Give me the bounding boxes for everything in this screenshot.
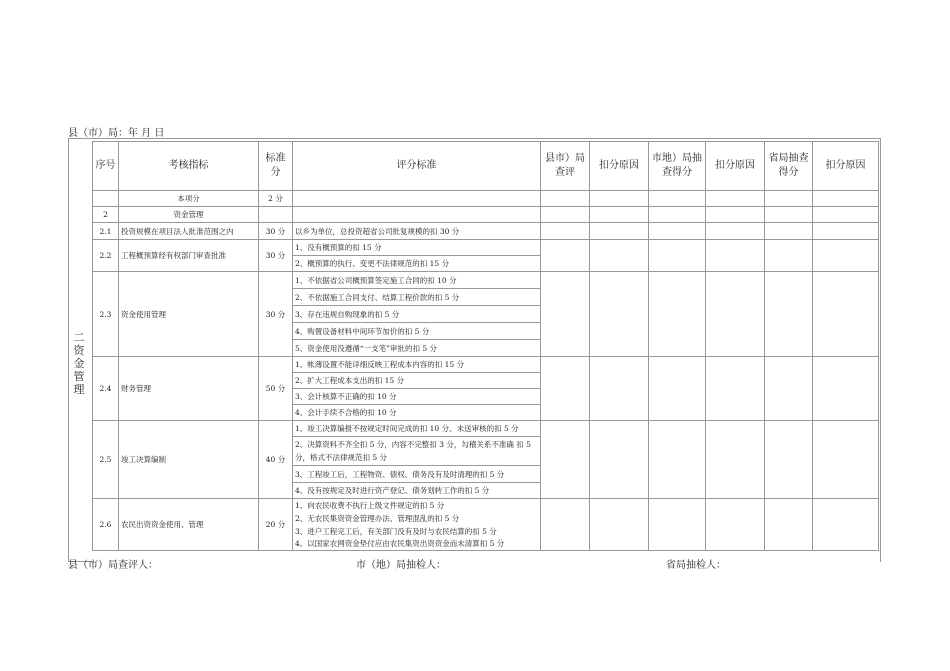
col-header: 考核指标	[119, 142, 259, 191]
criterion: 4、以国家农网资金垫付应由农民集资出资资金而未清算扣 5 分	[293, 538, 541, 551]
item-label: 财务管理	[119, 357, 259, 421]
item-score: 30 分	[259, 223, 293, 240]
item-score: 30 分	[259, 240, 293, 272]
criterion: 3、会计核算不正确的扣 10 分	[293, 389, 541, 405]
row-number: 2.4	[93, 357, 119, 421]
table-row	[93, 240, 879, 256]
province-inspector-label: 省局抽检人：	[666, 560, 726, 571]
criterion: 1、没有概预算的扣 15 分	[293, 240, 541, 256]
criterion: 5、资金使用没遵循“一支笔”审批的扣 5 分	[293, 340, 541, 357]
table-row	[93, 421, 879, 437]
item-label: 农民出资资金使用、管理	[119, 499, 259, 551]
row-number: 2.1	[93, 223, 119, 240]
criterion: 1、竣工决算编报不按规定时间完成的扣 10 分、未送审核的扣 5 分	[293, 421, 541, 437]
section-label: 资金管理	[119, 207, 259, 223]
criterion: 1、不依据省公司概预算签定施工合同的扣 10 分	[293, 272, 541, 289]
row-number: 2	[93, 207, 119, 223]
subtotal-score: 2 分	[259, 191, 293, 207]
county-date-line: 县（市）局：年 月 日	[68, 128, 165, 139]
col-header: 扣分原因	[706, 142, 765, 191]
criterion: 2、不依据施工合同支付、结算工程价款的扣 5 分	[293, 289, 541, 306]
criterion: 1、帐薄设置不能详细反映工程成本内容的扣 15 分	[293, 357, 541, 373]
table-row	[93, 357, 879, 373]
criterion: 4、购置设备材料中间环节加价的扣 5 分	[293, 323, 541, 340]
assessment-table	[92, 141, 879, 551]
col-header: 扣分原因	[590, 142, 649, 191]
row-number: 2.6	[93, 499, 119, 551]
col-header: 省局抽查得分	[765, 142, 813, 191]
table-row	[93, 207, 879, 223]
header-row	[93, 142, 879, 191]
table-row	[93, 499, 879, 512]
criterion: 2、概预算的执行、变更不法律规范的扣 15 分	[293, 256, 541, 272]
criterion: 1、向农民收费不执行上级文件规定的扣 5 分	[293, 499, 541, 512]
col-header: 县市）局查评	[541, 142, 590, 191]
item-label: 竣工决算编制	[119, 421, 259, 499]
criterion: 2、决算资料不齐全扣 5 分，内容不完整扣 3 分，勾稽关系不准确 扣 5 分，格式不法律规范扣 5 分	[293, 437, 541, 466]
col-header: 标准分	[259, 142, 293, 191]
criterion: 4、没有按规定及时进行资产登记、债务划转工作的扣 5 分	[293, 483, 541, 499]
criterion: 以乡为单位，总投资超省公司批复规模的扣 30 分	[293, 223, 541, 240]
col-header: 评分标准	[293, 142, 541, 191]
item-score: 40 分	[259, 421, 293, 499]
city-inspector-label: 市（地）局抽检人：	[356, 560, 446, 571]
criterion: 3、工程竣工后，工程物资、债权、债务没有及时清理的扣 5 分	[293, 466, 541, 483]
item-label: 资金使用管理	[119, 272, 259, 357]
table-row	[93, 272, 879, 289]
item-score: 30 分	[259, 272, 293, 357]
criterion: 3、存在违规自购现象的扣 5 分	[293, 306, 541, 323]
row-number: 2.2	[93, 240, 119, 272]
table-row	[93, 223, 879, 240]
subtotal-label: 本项分	[119, 191, 259, 207]
criterion: 2、扩大工程成本支出的扣 15 分	[293, 373, 541, 389]
col-header: 序号	[93, 142, 119, 191]
criterion: 3、进户工程完工后，有关部门没有及时与农民结算的扣 5 分	[293, 525, 541, 538]
row-number: 2.3	[93, 272, 119, 357]
criterion: 2、无农民集资资金管理办法、管理混乱的扣 5 分	[293, 512, 541, 525]
criterion: 4、会计手续不合格的扣 10 分	[293, 405, 541, 421]
item-label: 工程概预算经有权部门审查批准	[119, 240, 259, 272]
item-label: 投资规模在项目法人批准范围之内	[119, 223, 259, 240]
col-header: 扣分原因	[813, 142, 879, 191]
item-score: 20 分	[259, 499, 293, 551]
row-number: 2.5	[93, 421, 119, 499]
county-reviewer-label: 县（市）局查评人：	[68, 560, 158, 571]
col-header: 市地）局抽查得分	[649, 142, 706, 191]
item-score: 50 分	[259, 357, 293, 421]
table-row	[93, 191, 879, 207]
side-category-label: 二资金管理	[73, 331, 85, 396]
